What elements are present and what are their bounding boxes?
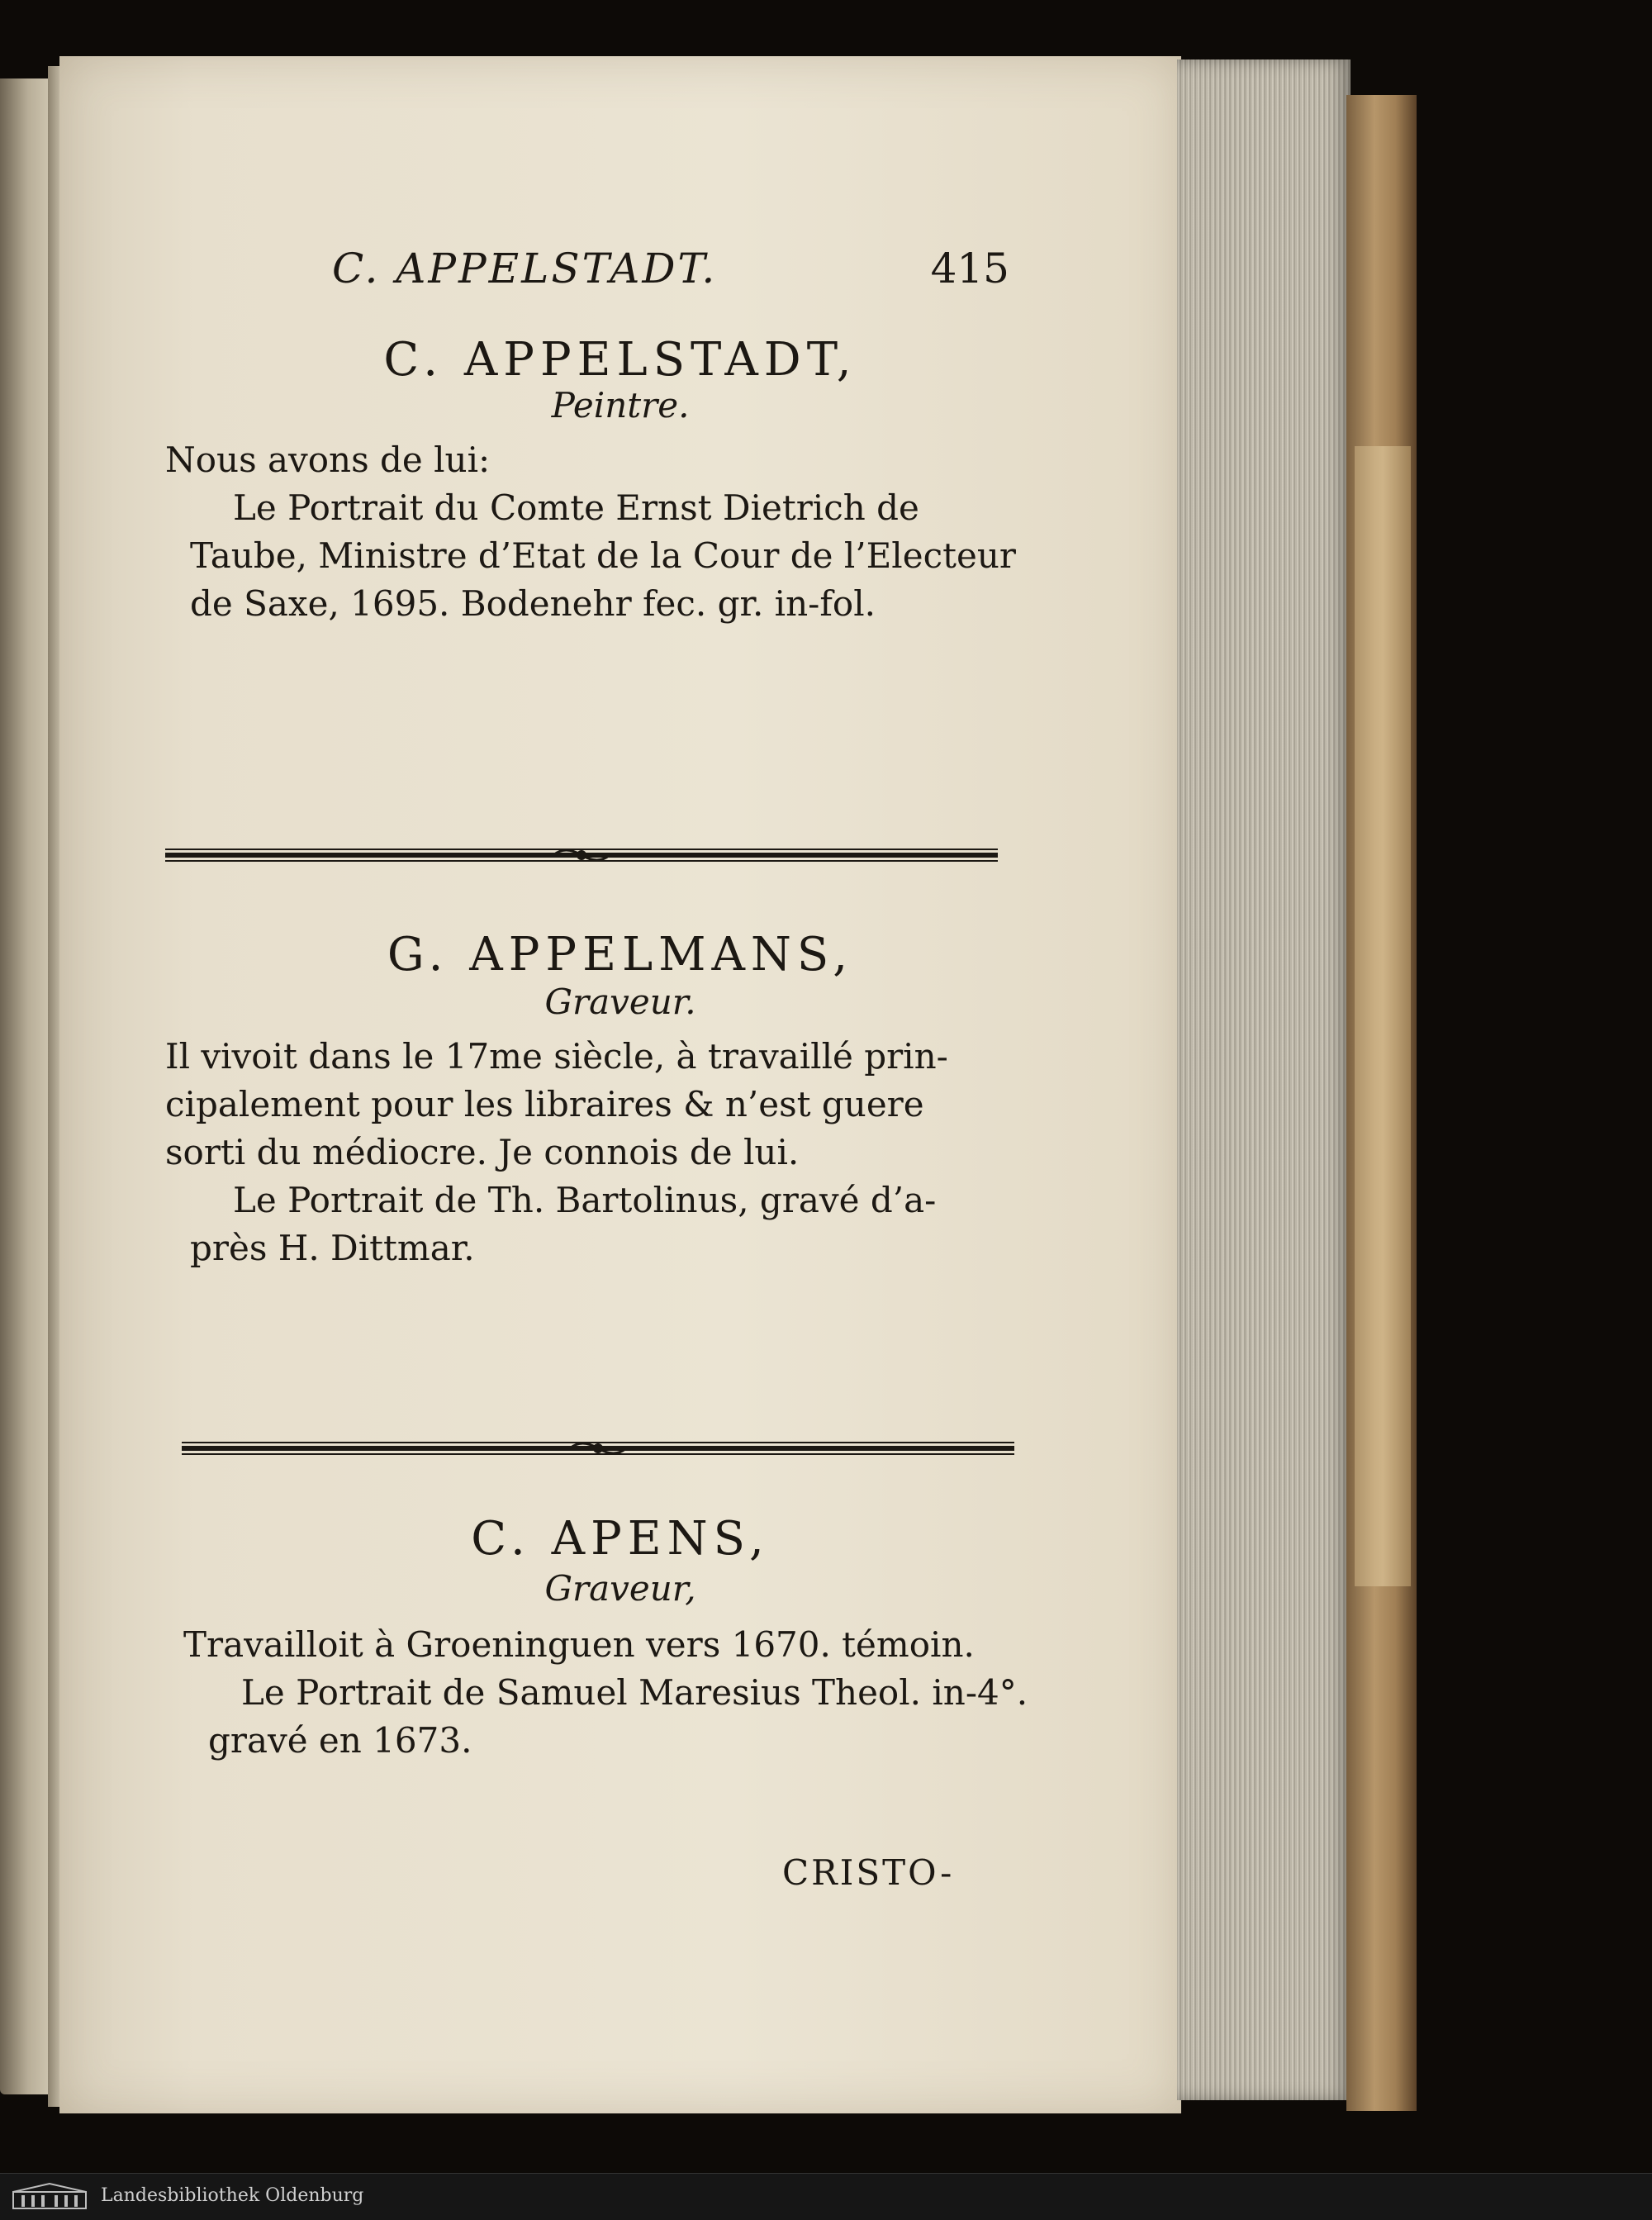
entry-line: cipalement pour les libraires & n’est guere [165, 1084, 924, 1124]
entry-heading: C. APPELSTADT, [383, 333, 857, 387]
library-building-icon [10, 2182, 89, 2212]
entry-line: Nous avons de lui: [165, 440, 491, 480]
entry-role: Peintre. [551, 385, 690, 425]
entry-line: Travailloit à Groeninguen vers 1670. témoin. [183, 1624, 975, 1665]
entry-line: Il vivoit dans le 17me siècle, à travaillé prin- [165, 1036, 948, 1077]
entry-role: Graveur, [544, 1568, 696, 1609]
running-head [332, 245, 1009, 302]
entry-line: gravé en 1673. [208, 1720, 472, 1761]
entry-heading: C. APENS, [471, 1512, 770, 1566]
entry-line: de Saxe, 1695. Bodenehr fec. gr. in-fol. [190, 583, 876, 624]
entry-line: Le Portrait de Samuel Maresius Theol. in-4°. [241, 1672, 1028, 1713]
entry-role: Graveur. [544, 982, 696, 1022]
ornamental-rule [165, 844, 998, 866]
entry-line: sorti du médiocre. Je connois de lui. [165, 1132, 800, 1172]
running-head-title: C. APPELSTADT. [332, 245, 718, 292]
entry-line: Le Portrait du Comte Ernst Dietrich de [233, 487, 919, 528]
entry-heading: G. APPELMANS, [387, 928, 854, 982]
page-number: 415 [930, 245, 1009, 292]
entry-line: Le Portrait de Th. Bartolinus, gravé d’a- [233, 1180, 937, 1220]
left-page-edge [0, 78, 51, 2094]
book-spine-strip [1355, 446, 1411, 1586]
library-name: Landesbibliothek Oldenburg [101, 2185, 364, 2206]
page-content [59, 56, 1181, 2113]
entry-line: près H. Dittmar. [190, 1228, 475, 1268]
catchword: CRISTO- [782, 1852, 955, 1893]
footer-bar [0, 2173, 1652, 2220]
ornamental-rule [182, 1438, 1014, 1459]
entry-line: Taube, Ministre d’Etat de la Cour de l’Electeur [190, 535, 1016, 576]
page-fore-edge [1177, 59, 1351, 2100]
